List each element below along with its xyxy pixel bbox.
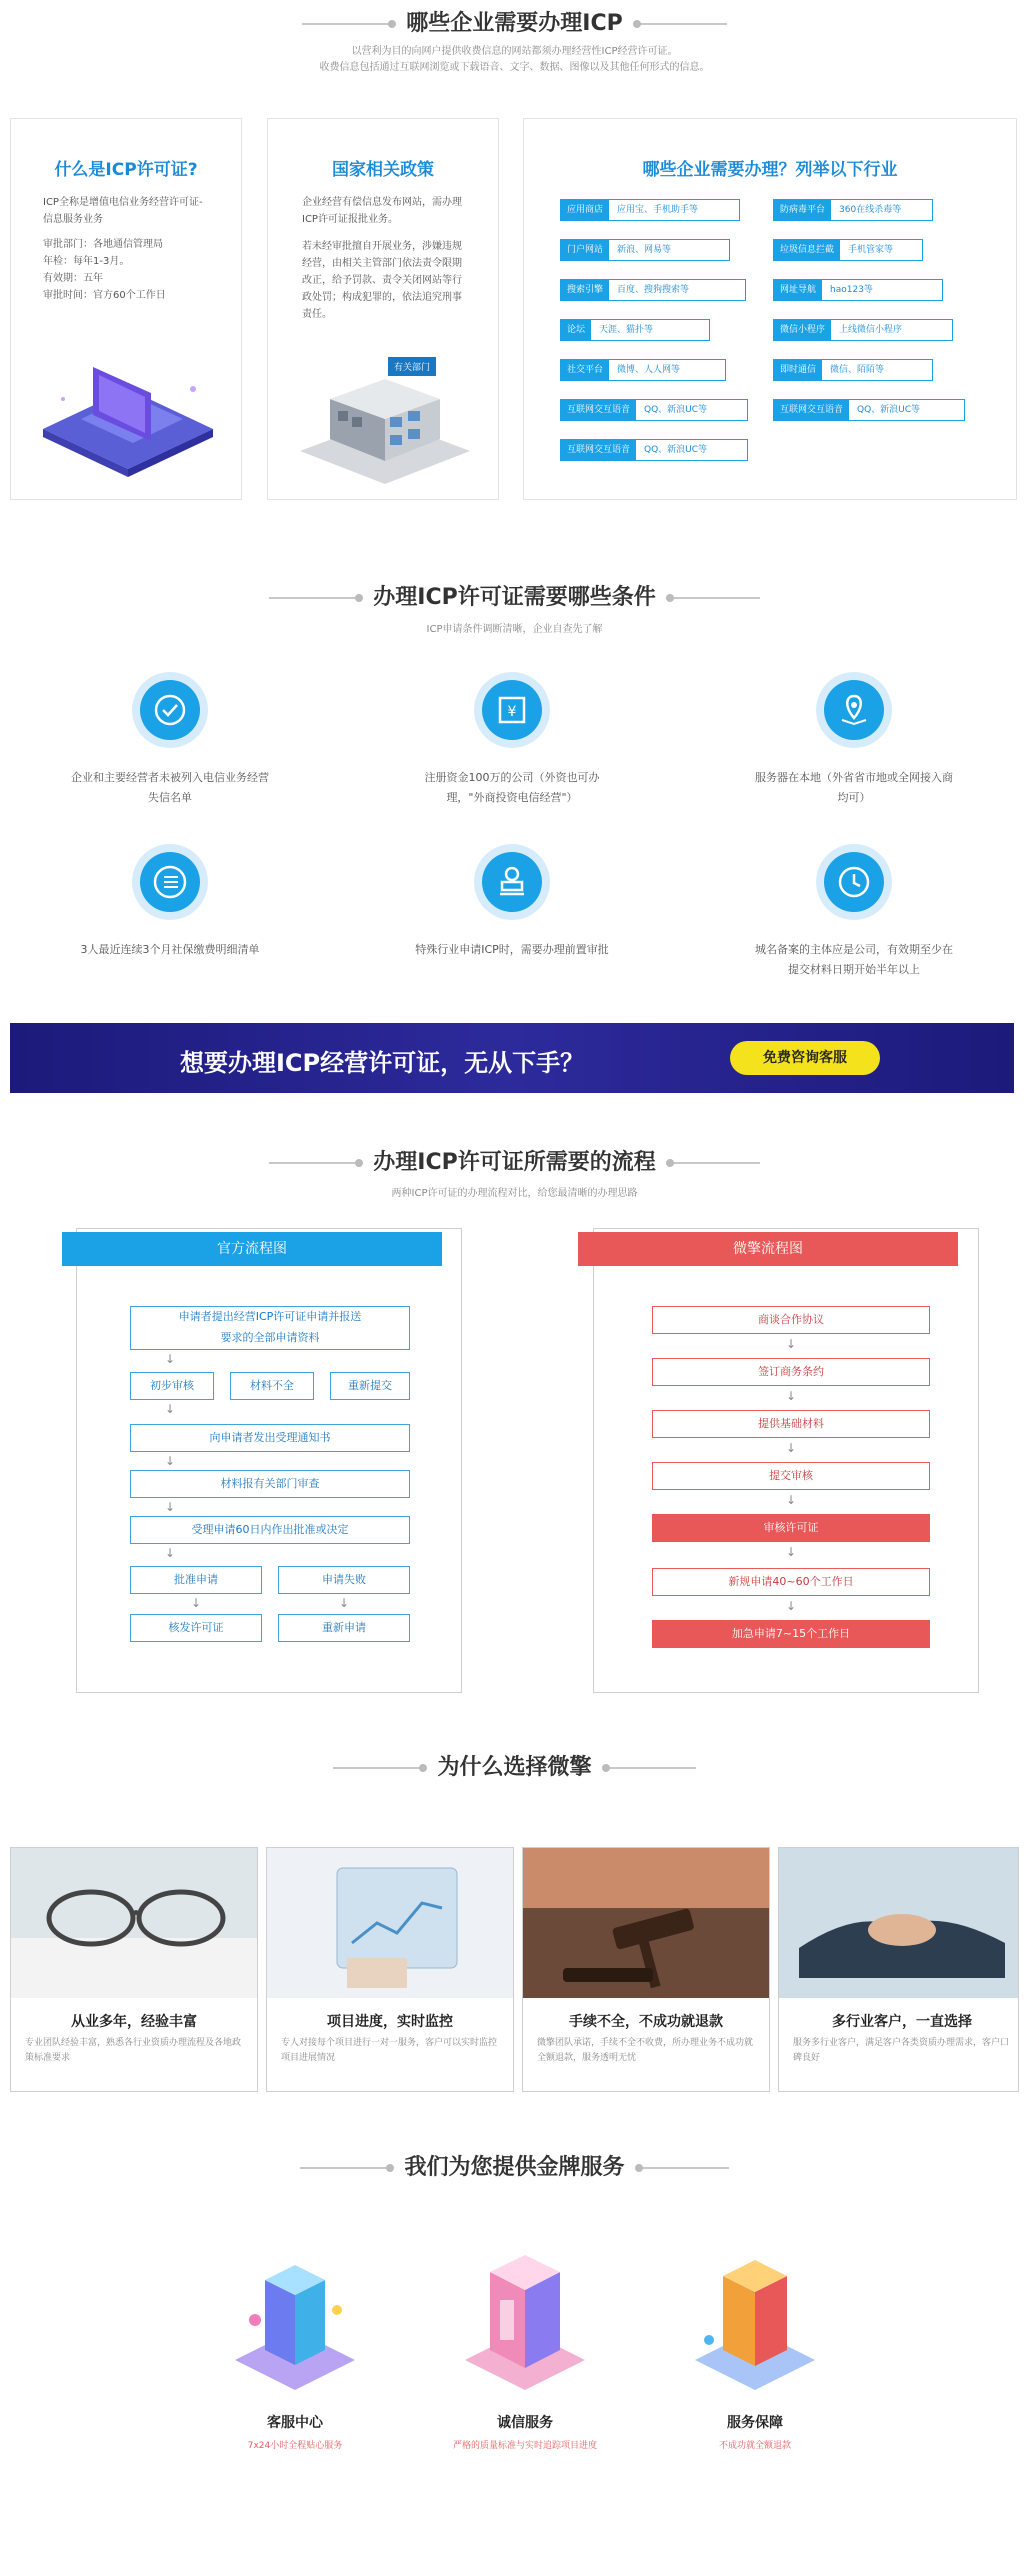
- why-desc-4: 服务多行业客户，满足客户各类资质办理需求，客户口碑良好: [793, 2038, 1010, 2063]
- service-title-2: 诚信服务: [497, 2415, 553, 2431]
- industry-tag-name: 互联网交互语音: [774, 400, 849, 420]
- section-subtitle-icp-1: 以营利为目的向网户提供收费信息的网站都须办理经营性ICP经营许可证。: [351, 46, 678, 57]
- condition-text: 企业和主要经营者未被列入电信业务经营失信名单: [71, 771, 269, 804]
- integrity-illustration: [455, 2250, 595, 2400]
- flow-arrow-icon: ↓: [785, 1441, 797, 1455]
- why-title-2: 项目进度，实时监控: [327, 2014, 453, 2030]
- our-step: 新规申请40~60个工作日: [652, 1568, 930, 1596]
- industry-tag-name: 互联网交互语音: [561, 400, 636, 420]
- industry-tag-example: 手机管家等: [840, 240, 901, 260]
- yuan-icon: [482, 680, 542, 740]
- why-desc-1: 专业团队经验丰富，熟悉各行业资质办理流程及各地政策标准要求: [25, 2038, 242, 2063]
- official-flow-head: 官方流程图: [62, 1232, 442, 1266]
- section-title-icp: 哪些企业需要办理ICP: [0, 6, 1029, 37]
- official-step: 重新提交: [330, 1372, 410, 1400]
- consult-banner: [10, 1023, 1014, 1093]
- card-what-check: 年检：每年1-3月。: [43, 256, 130, 267]
- industry-tag-name: 即时通信: [774, 360, 822, 380]
- official-step: 批准申请: [130, 1566, 262, 1594]
- flow-arrow-icon: ↓: [785, 1389, 797, 1403]
- industry-tag-name: 门户网站: [561, 240, 609, 260]
- our-flow-head: 微擎流程图: [578, 1232, 958, 1266]
- card-policy-badge: 有关部门: [388, 357, 436, 376]
- industry-tag-example: 百度、搜狗搜索等: [609, 280, 697, 300]
- why-card-3: [522, 1847, 770, 2092]
- service-desc-1: 7x24小时全程贴心服务: [247, 2441, 343, 2451]
- our-step: 提交审核: [652, 1462, 930, 1490]
- card-what-time: 审批时间：官方60个工作日: [43, 290, 166, 301]
- industry-tag: [773, 399, 965, 421]
- why-title-1: 从业多年，经验丰富: [71, 2014, 197, 2030]
- industry-tag-name: 搜索引擎: [561, 280, 609, 300]
- service-desc-2: 严格的质量标准与实时追踪项目进度: [452, 2441, 597, 2451]
- industry-tag-example: 微信、陌陌等: [822, 360, 892, 380]
- official-step: 重新申请: [278, 1614, 410, 1642]
- condition-icon-wrap: [132, 672, 208, 748]
- service-title-1: 客服中心: [267, 2415, 323, 2431]
- industry-tag-name: 防病毒平台: [774, 200, 831, 220]
- flow-arrow-icon: ↓: [164, 1352, 176, 1366]
- card-what-valid: 有效期：五年: [43, 273, 103, 284]
- why-card-4: [778, 1847, 1019, 2092]
- our-step: 提供基础材料: [652, 1410, 930, 1438]
- condition-text: 特殊行业申请ICP时，需要办理前置审批: [415, 943, 609, 956]
- card-policy-title: 国家相关政策: [332, 160, 434, 180]
- section-title-conditions: 办理ICP许可证需要哪些条件: [0, 580, 1029, 611]
- official-step: 核发许可证: [130, 1614, 262, 1642]
- industry-tag: [773, 199, 933, 221]
- condition-text: 服务器在本地（外省省市地或全网接入商均可）: [755, 771, 953, 804]
- industry-tag: [560, 439, 748, 461]
- industry-tag-name: 论坛: [561, 320, 591, 340]
- flow-arrow-icon: ↓: [164, 1546, 176, 1560]
- card-policy-p1: 企业经营有偿信息发布网站，需办理ICP许可证报批业务。: [302, 197, 462, 225]
- why-title-3: 手续不全，不成功就退款: [569, 2014, 723, 2030]
- industry-tag-name: 垃圾信息拦截: [774, 240, 840, 260]
- our-step: 签订商务条约: [652, 1358, 930, 1386]
- free-consult-button[interactable]: 免费咨询客服: [730, 1041, 880, 1075]
- industry-tag: [773, 359, 933, 381]
- industry-tag: [560, 399, 748, 421]
- official-step: 向申请者发出受理通知书: [130, 1424, 410, 1452]
- banner-text: 想要办理ICP经营许可证，无从下手？: [180, 1049, 585, 1077]
- service-desc-3: 不成功就全额退款: [718, 2441, 791, 2451]
- our-step: 商谈合作协议: [652, 1306, 930, 1334]
- clock-icon: [824, 852, 884, 912]
- industry-tag-example: QQ、新浪UC等: [849, 400, 928, 420]
- condition-icon-wrap: [132, 844, 208, 920]
- card-industries-title: 哪些企业需要办理？列举以下行业: [642, 160, 898, 180]
- industry-tag-name: 社交平台: [561, 360, 609, 380]
- flow-arrow-icon: ↓: [785, 1337, 797, 1351]
- flow-arrow-icon: ↓: [785, 1493, 797, 1507]
- condition-icon-wrap: [474, 844, 550, 920]
- section-title-process: 办理ICP许可证所需要的流程: [0, 1145, 1029, 1176]
- why-title-4: 多行业客户，一直选择: [832, 2014, 972, 2030]
- section-subtitle-conditions: ICP申请条件调断清晰，企业自查先了解: [426, 624, 603, 635]
- section-subtitle-process: 两种ICP许可证的办理流程对比，给您最清晰的办理思路: [391, 1188, 638, 1199]
- customer-center-illustration: [225, 2250, 365, 2400]
- building-illustration: [290, 359, 480, 489]
- industry-tag: [560, 199, 740, 221]
- flow-arrow-icon: ↓: [164, 1454, 176, 1468]
- industry-tag-example: 上线微信小程序: [831, 320, 910, 340]
- section-title-why: 为什么选择微擎: [0, 1750, 1029, 1781]
- industry-tag: [560, 239, 730, 261]
- glasses-photo: [11, 1848, 257, 1998]
- official-step: 初步审核: [130, 1372, 214, 1400]
- flow-arrow-icon: ↓: [338, 1596, 350, 1610]
- why-card-1: [10, 1847, 258, 2092]
- card-what-is-icp: [10, 118, 242, 500]
- card-policy: [267, 118, 499, 500]
- our-step: 审核许可证: [652, 1514, 930, 1542]
- industry-tag: [560, 359, 726, 381]
- industry-tag-example: 微博、人人网等: [609, 360, 688, 380]
- official-step: 受理申请60日内作出批准或决定: [130, 1516, 410, 1544]
- condition-icon-wrap: [816, 844, 892, 920]
- why-card-2: [266, 1847, 514, 2092]
- stamp-icon: [482, 852, 542, 912]
- card-what-dept: 审批部门：各地通信管理局: [43, 239, 163, 250]
- industry-tag: [560, 319, 710, 341]
- why-desc-2: 专人对接每个项目进行一对一服务，客户可以实时监控项目进展情况: [281, 2038, 498, 2063]
- official-step: 要求的全部申请资料: [130, 1328, 410, 1350]
- industry-tag-name: 应用商店: [561, 200, 609, 220]
- industry-tag-example: hao123等: [822, 280, 881, 300]
- industry-tag: [773, 319, 953, 341]
- condition-icon-wrap: [816, 672, 892, 748]
- condition-text: 注册资金100万的公司（外资也可办理，"外商投资电信经营"）: [424, 771, 600, 804]
- location-icon: [824, 680, 884, 740]
- svg-text:¥: ¥: [507, 704, 517, 720]
- guarantee-illustration: [685, 2250, 825, 2400]
- flow-arrow-icon: ↓: [785, 1599, 797, 1613]
- industry-tag: [773, 279, 943, 301]
- official-step: 申请者提出经营ICP许可证申请并报送: [130, 1306, 410, 1328]
- handshake-photo: [779, 1848, 1019, 1998]
- industry-tag-name: 网址导航: [774, 280, 822, 300]
- condition-text: 3人最近连续3个月社保缴费明细清单: [80, 943, 260, 956]
- industry-tag-example: 应用宝、手机助手等: [609, 200, 706, 220]
- industry-tag: [560, 279, 746, 301]
- condition-icon-wrap: [474, 672, 550, 748]
- card-policy-p2: 若未经审批擅自开展业务，涉嫌违规经营，由相关主管部门依法责令限期改正，给予罚款、责令关闭网站等行政处罚；构成犯罪的，依法追究刑事责任。: [302, 241, 462, 320]
- list-icon: [140, 852, 200, 912]
- official-step: 申请失败: [278, 1566, 410, 1594]
- industry-tag-name: 微信小程序: [774, 320, 831, 340]
- flow-arrow-icon: ↓: [164, 1402, 176, 1416]
- industry-tag-example: 天涯、猫扑等: [591, 320, 661, 340]
- official-step: 材料报有关部门审查: [130, 1470, 410, 1498]
- industry-tag-example: 新浪、网易等: [609, 240, 679, 260]
- section-subtitle-icp-2: 收费信息包括通过互联网浏览或下载语音、文字、数据、图像以及其他任何形式的信息。: [319, 62, 710, 73]
- our-step: 加急申请7~15个工作日: [652, 1620, 930, 1648]
- gavel-photo: [523, 1848, 769, 1998]
- tablet-photo: [267, 1848, 513, 1998]
- why-desc-3: 微擎团队承诺，手续不全不收费，所办理业务不成功就全额退款，服务透明无忧: [537, 2038, 754, 2063]
- condition-text: 城名备案的主体应是公司，有效期至少在提交材料日期开始半年以上: [755, 943, 953, 976]
- service-title-3: 服务保障: [727, 2415, 783, 2431]
- industry-tag-example: QQ、新浪UC等: [636, 440, 715, 460]
- card-what-desc: ICP全称是增值电信业务经营许可证-信息服务业务: [43, 197, 203, 225]
- flow-arrow-icon: ↓: [190, 1596, 202, 1610]
- industry-tag-example: QQ、新浪UC等: [636, 400, 715, 420]
- official-step: 材料不全: [230, 1372, 314, 1400]
- laptop-illustration: [33, 349, 223, 479]
- section-title-services: 我们为您提供金牌服务: [0, 2150, 1029, 2181]
- industry-tag-example: 360在线杀毒等: [831, 200, 909, 220]
- industry-tag-name: 互联网交互语音: [561, 440, 636, 460]
- card-what-title: 什么是ICP许可证?: [54, 160, 198, 180]
- industry-tag: [773, 239, 923, 261]
- check-icon: [140, 680, 200, 740]
- flow-arrow-icon: ↓: [164, 1500, 176, 1514]
- flow-arrow-icon: ↓: [785, 1545, 797, 1559]
